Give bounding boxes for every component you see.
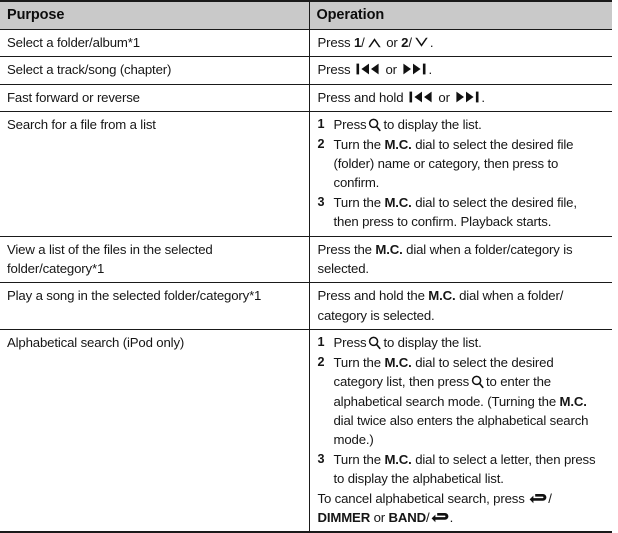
next-track-icon: [402, 63, 426, 75]
purpose-cell: Play a song in the selected folder/category*1: [0, 283, 309, 330]
return-icon: [529, 492, 547, 506]
step-text: [334, 355, 589, 448]
chevron-down-icon: [414, 36, 429, 49]
slash-separator: /: [548, 490, 552, 506]
list-item: [318, 450, 606, 489]
conjunction-or: or: [385, 62, 397, 78]
table-row: [0, 84, 612, 111]
list-item: [318, 135, 606, 193]
step-number: 3: [317, 194, 325, 209]
dimmer-button-label: DIMMER: [317, 509, 371, 525]
operation-cell: [309, 57, 612, 84]
table-row: [0, 236, 612, 283]
purpose-cell: Fast forward or reverse: [0, 84, 309, 111]
step-text-part: Turn the: [333, 354, 381, 370]
table-row: [0, 112, 612, 236]
step-text-part: Turn the: [333, 136, 381, 152]
list-item: [318, 193, 606, 232]
table-row: [0, 283, 612, 330]
table-row: [0, 30, 612, 57]
purpose-cell: View a list of the files in the selected folder/category*1: [0, 236, 309, 283]
table-body: [0, 30, 612, 533]
operation-text-part: dial when a folder/category: [406, 241, 560, 257]
conjunction-or: or: [438, 89, 450, 105]
step-text-part: to enter the: [486, 374, 551, 390]
step-text-part: dial to select the desired: [415, 354, 554, 370]
mc-dial-label: M.C.: [384, 451, 412, 467]
operation-lead-text: Press: [317, 62, 351, 78]
operation-lead-text: Press and hold: [317, 89, 404, 105]
mc-dial-label: M.C.: [375, 241, 403, 257]
step-text-part: Turn the: [333, 194, 381, 210]
step-list: [318, 115, 606, 231]
step-text-part: category list, then press: [333, 374, 470, 390]
operation-text-part: Press and hold the: [317, 288, 425, 304]
search-icon: [368, 336, 381, 350]
step-number: 1: [317, 117, 325, 132]
table-header: [0, 1, 612, 30]
purpose-cell: Alphabetical search (iPod only): [7, 335, 185, 351]
step-text-part: Press: [333, 335, 367, 351]
step-text-part: dial to select a letter, then: [415, 451, 561, 467]
slash-separator: /: [361, 35, 365, 50]
step-text-part: file (folder) name or category, then press: [333, 136, 574, 172]
operation-text-part: dial when a folder/: [459, 288, 564, 304]
conjunction-or: or: [386, 35, 398, 50]
step-text-part: the alphabetical search mode.): [333, 412, 589, 448]
step-text-part: dial to select the desired: [415, 194, 554, 210]
cancel-instruction-text: To cancel alphabetical search, press: [317, 490, 525, 506]
search-icon: [471, 375, 484, 389]
step-text-part: Turn the: [333, 451, 381, 467]
return-icon: [431, 511, 449, 525]
mc-dial-label: M.C.: [384, 354, 412, 370]
table-row: [0, 330, 612, 533]
band-button-label: BAND: [388, 509, 427, 525]
conjunction-or: or: [373, 509, 386, 525]
sentence-period: .: [428, 62, 432, 78]
operation-cell: [309, 30, 612, 57]
step-number: 1: [317, 335, 325, 350]
chevron-up-icon: [367, 36, 382, 49]
step-text: [334, 195, 577, 229]
list-item: [318, 333, 606, 352]
table-header-row: [0, 1, 612, 30]
mc-dial-label: M.C.: [384, 194, 412, 210]
step-number: 3: [317, 451, 325, 466]
purpose-cell: Search for a file from a list: [0, 112, 309, 236]
step-text: [334, 137, 574, 191]
step-text-part: file, then press to confirm.: [333, 194, 577, 230]
step-text-part: Playback starts.: [460, 214, 552, 230]
sentence-period: .: [429, 35, 434, 50]
operation-cell: [309, 236, 612, 283]
previous-track-icon: [409, 91, 433, 103]
search-icon: [368, 118, 381, 132]
button-label-1: 1: [353, 35, 362, 50]
operation-text-part: is selected.: [317, 241, 573, 277]
step-number: 2: [317, 354, 325, 369]
operation-cell: [309, 283, 612, 330]
column-header-purpose: Purpose: [0, 1, 309, 30]
slash-separator: /: [408, 35, 412, 50]
list-item: [318, 115, 606, 134]
operation-text-part: category is selected.: [317, 307, 435, 323]
sentence-period: .: [449, 509, 454, 525]
step-text-part: dial to select the desired: [415, 136, 554, 152]
operation-cell: [309, 84, 612, 111]
next-track-icon: [455, 91, 479, 103]
step-text-part: Press: [333, 117, 367, 133]
column-header-operation: Operation: [309, 1, 612, 30]
step-text-part: alphabetical search mode.: [333, 393, 484, 409]
operation-cell: [309, 330, 612, 533]
step-text-part: (Turning the: [487, 393, 557, 409]
purpose-cell: Select a track/song (chapter): [0, 57, 309, 84]
mc-dial-label: M.C.: [428, 288, 456, 304]
mc-dial-label: M.C.: [384, 136, 412, 152]
table-row: [0, 57, 612, 84]
step-text-part: to display the list.: [383, 335, 482, 351]
slash-separator: /: [426, 509, 430, 525]
step-text: [334, 335, 482, 350]
sentence-period: .: [481, 89, 485, 105]
step-list: [318, 333, 606, 527]
operation-cell: [309, 112, 612, 236]
step-text-part: to confirm.: [333, 156, 559, 191]
list-item: [318, 353, 606, 450]
purpose-cell: Select a folder/album*1: [0, 30, 309, 57]
step-number: 2: [317, 136, 325, 151]
step-text-part: to display the list.: [383, 117, 482, 133]
mc-dial-label: M.C.: [559, 393, 587, 409]
previous-track-icon: [356, 63, 380, 75]
step-text: [334, 117, 482, 132]
step-text-part: dial twice also enters: [333, 412, 453, 428]
step-text-part: press to display the alphabetical list.: [333, 451, 596, 487]
step-text: [334, 452, 596, 486]
operation-lead-text: Press: [317, 35, 351, 50]
operation-text-part: Press the: [317, 241, 372, 257]
button-label-2: 2: [401, 35, 409, 50]
